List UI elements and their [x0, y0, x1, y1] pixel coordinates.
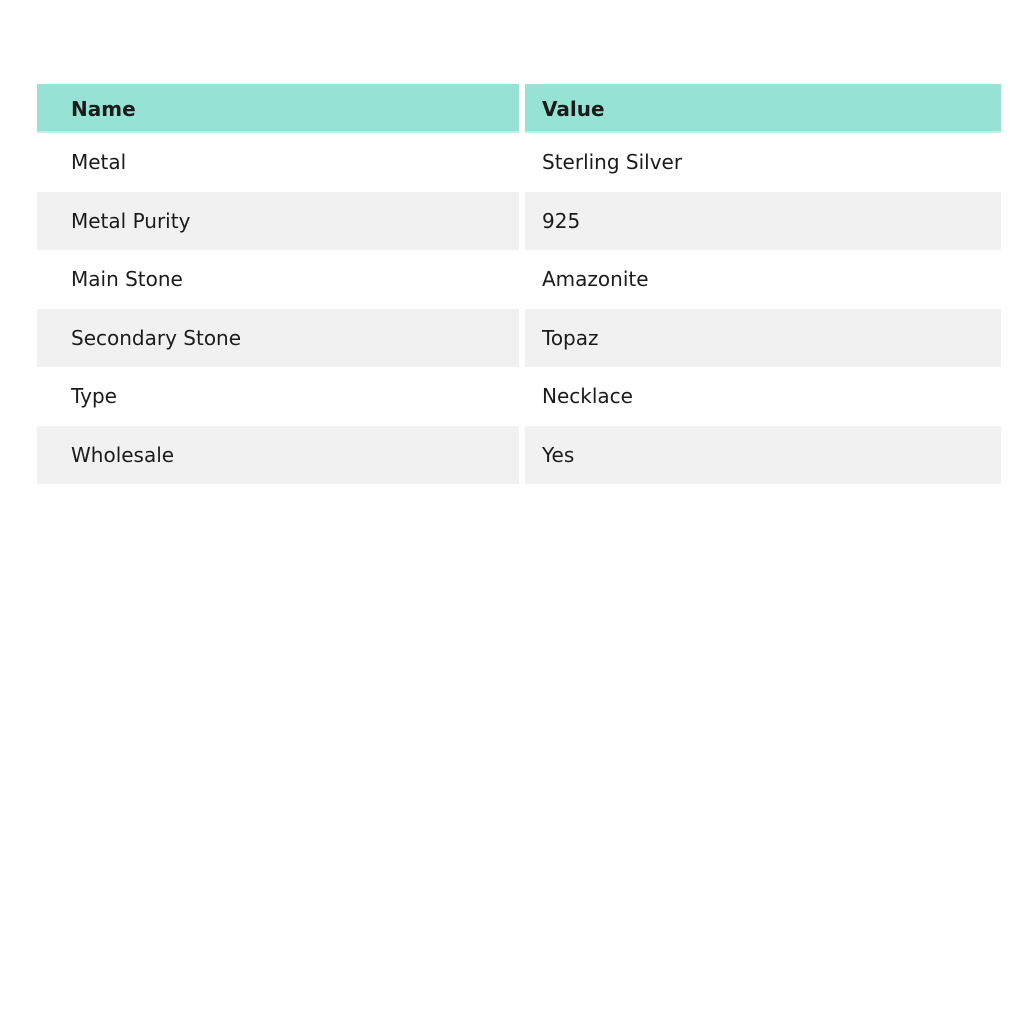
table-body: [37, 133, 1001, 484]
table-row: [37, 133, 1001, 192]
row-name-cell: Metal: [37, 133, 522, 192]
row-name-cell: Metal Purity: [37, 192, 522, 251]
row-name-cell: Secondary Stone: [37, 309, 522, 368]
row-value-cell: Amazonite: [522, 250, 1001, 309]
header-row: [37, 84, 1001, 133]
row-name-cell: Wholesale: [37, 426, 522, 485]
column-header-value: Value: [522, 84, 1001, 133]
row-name-cell: Main Stone: [37, 250, 522, 309]
table-row: [37, 250, 1001, 309]
attributes-table-container: [37, 84, 1001, 484]
column-header-name: Name: [37, 84, 522, 133]
row-value-cell: 925: [522, 192, 1001, 251]
row-name-cell: Type: [37, 367, 522, 426]
row-value-cell: Topaz: [522, 309, 1001, 368]
row-value-cell: Necklace: [522, 367, 1001, 426]
table-row: [37, 426, 1001, 485]
table-row: [37, 309, 1001, 368]
table-row: [37, 192, 1001, 251]
table-row: [37, 367, 1001, 426]
table-header: [37, 84, 1001, 133]
row-value-cell: Sterling Silver: [522, 133, 1001, 192]
attributes-table: [37, 84, 1001, 484]
row-value-cell: Yes: [522, 426, 1001, 485]
